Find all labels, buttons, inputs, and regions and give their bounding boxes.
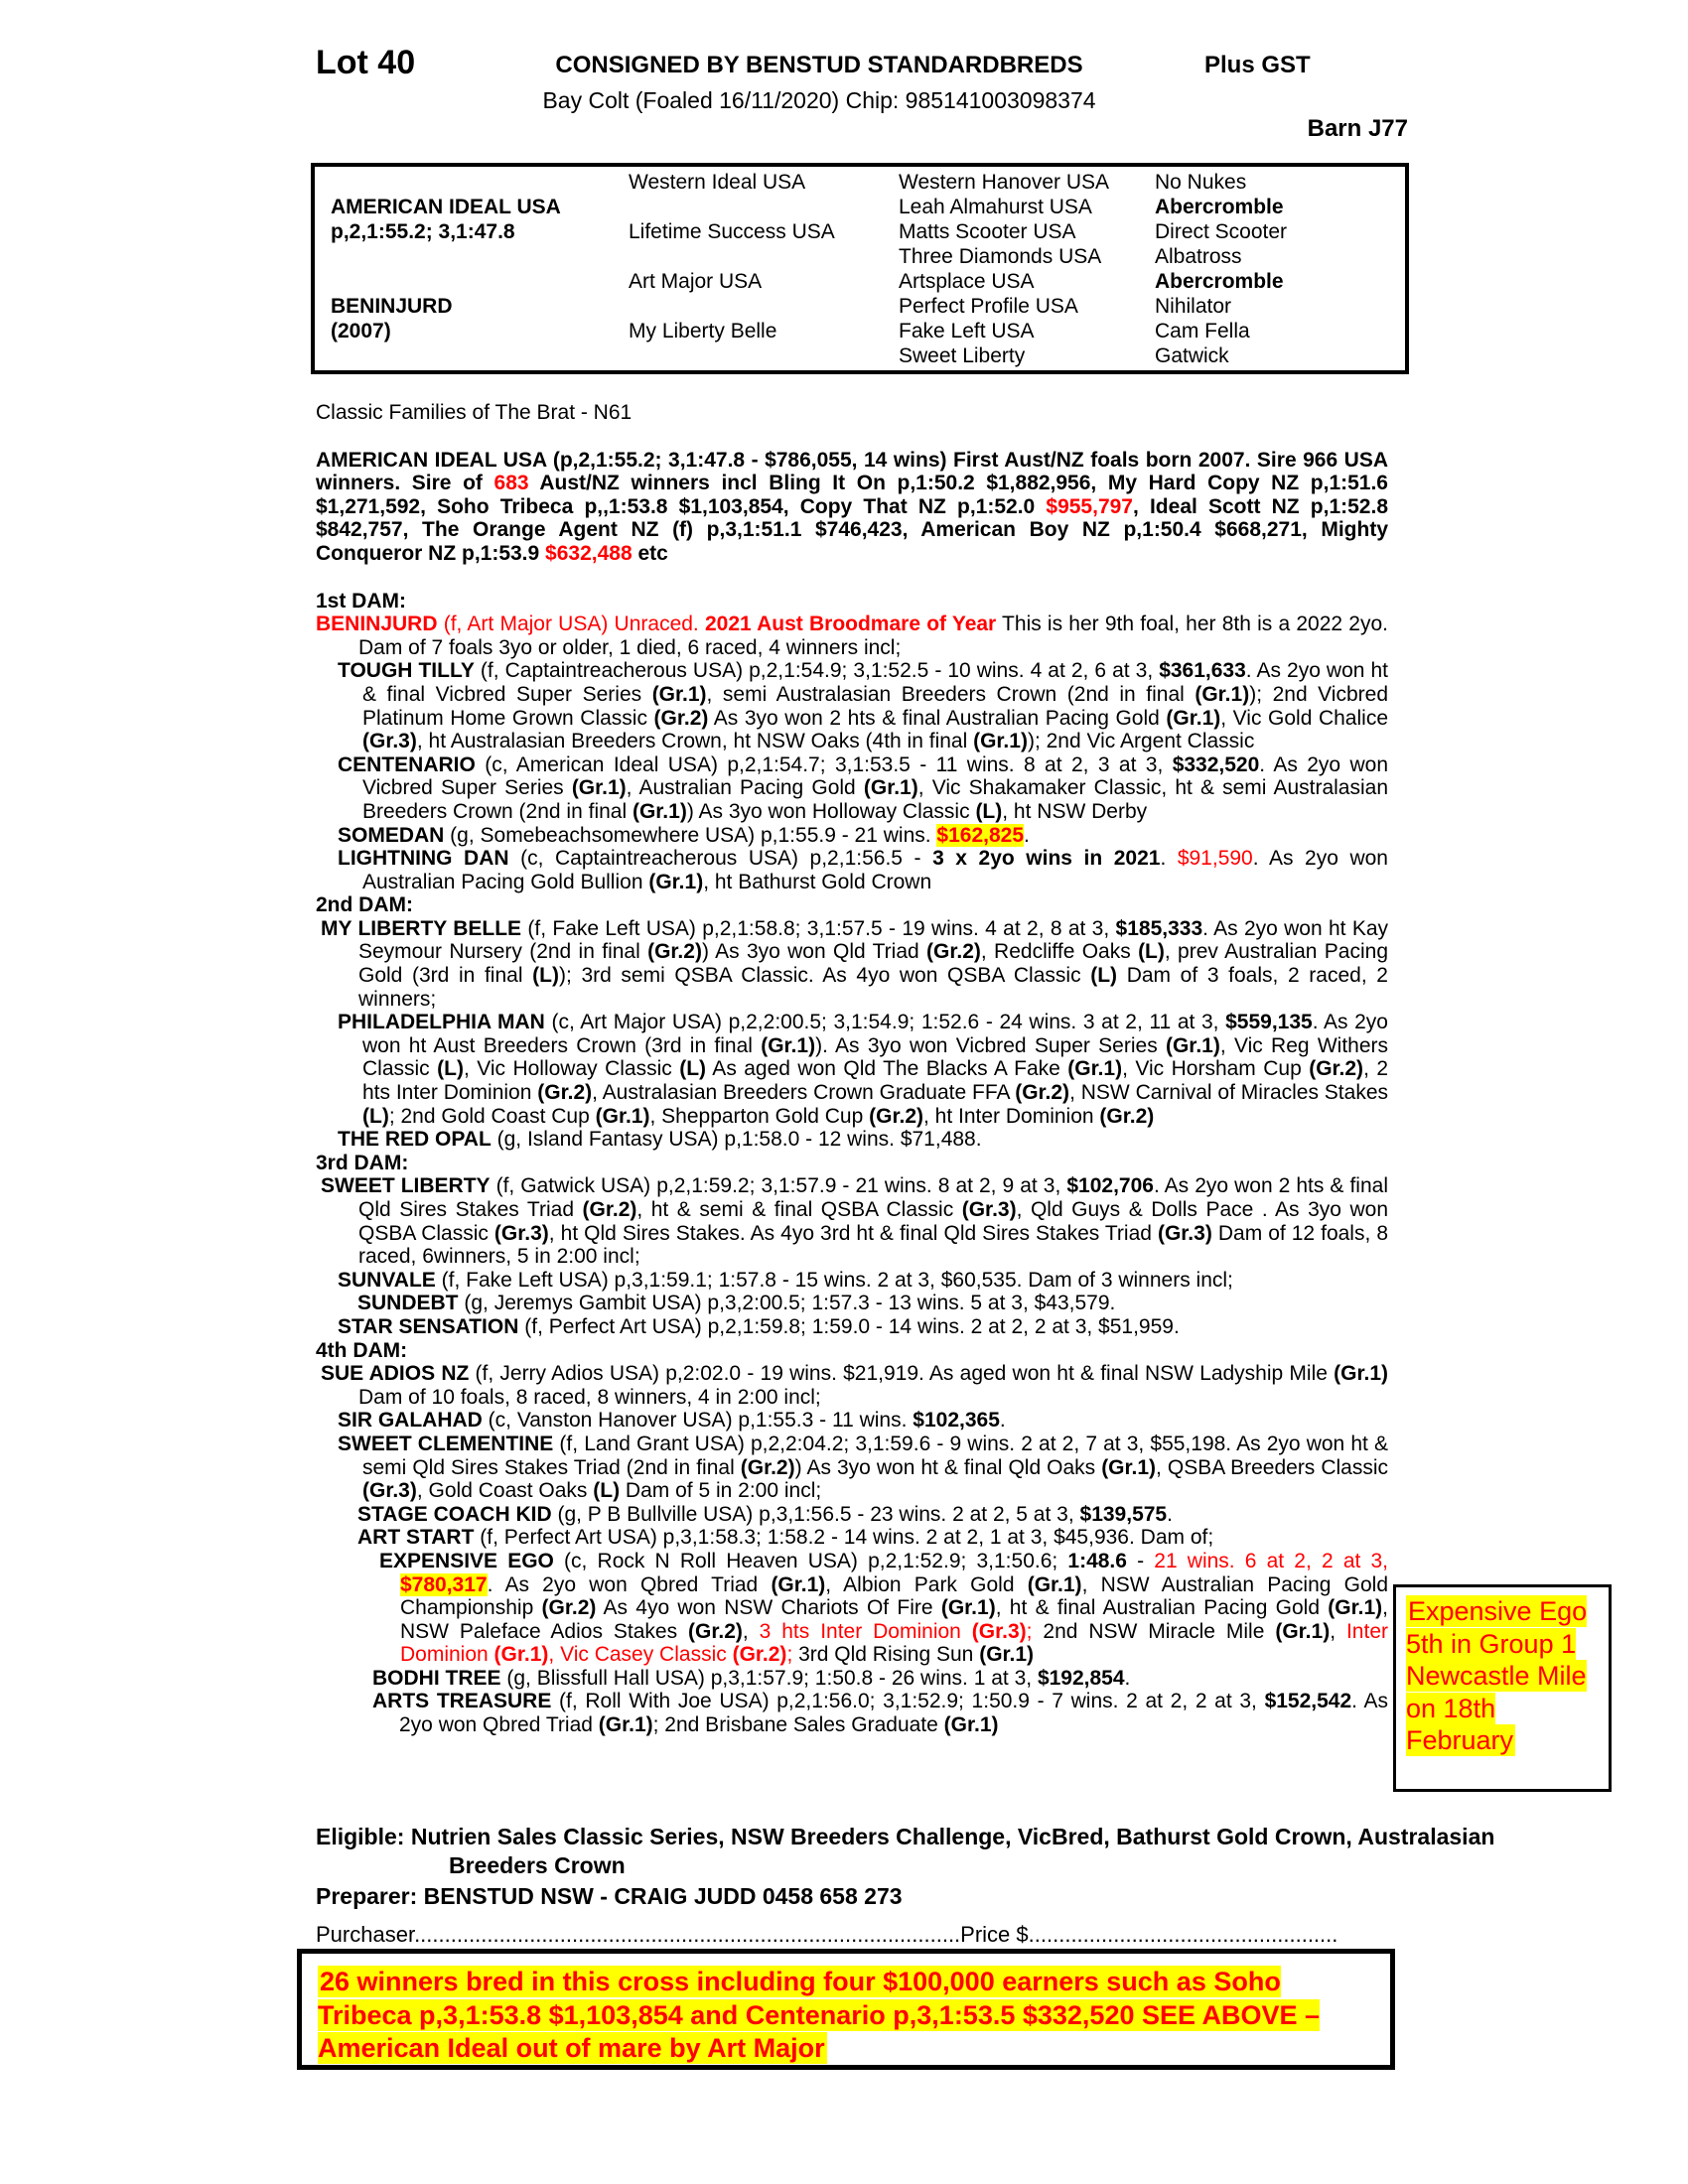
text-segment: Classic Families of The Brat - N61 [316,401,633,424]
text-segment: (Gr.1) [493,1643,549,1667]
text-segment: 3rd Qld Rising Sun [798,1643,980,1667]
pedigree-paragraph [316,1128,1388,1152]
text-segment: As 4yo won NSW Chariots Of Fire [596,1596,941,1620]
text-segment: STAGE COACH KID [357,1502,552,1526]
text-segment: (f, Fake Left USA) p,2,1:58.8; 3,1:57.5 - 19 wins. 4 at 2, 8 at 3, [521,916,1116,940]
text-segment: , Qld Guys & Dolls Pace . As 3yo won QSBA Classic [358,1198,1388,1245]
pedigree-cell: Western Ideal USA [629,170,806,194]
text-segment: CENTENARIO [338,752,476,776]
text-segment: $91,590 [1177,847,1253,871]
text-segment: . [1024,823,1030,847]
text-segment: , Vic Horsham Cup [1122,1057,1310,1081]
text-segment: (Gr.1) [595,1104,650,1128]
text-segment: , NSW Carnival of Miracles Stakes [1069,1081,1389,1105]
pedigree-cell [629,195,899,219]
text-segment: (Gr.2) [541,1596,597,1620]
text-segment: (Gr.2) [1099,1104,1155,1128]
pedigree-paragraph [316,401,1388,425]
text-segment: (Gr.2) [653,706,709,730]
pedigree-cell: Matts Scooter USA [899,219,1076,243]
text-segment: (L) [679,1057,707,1081]
text-segment: (L) [1138,940,1165,964]
pedigree-paragraph [316,1174,1388,1268]
text-segment: (L) [362,1104,389,1128]
text-segment: (Gr.1) [1067,1057,1123,1081]
text-segment: 1:48.6 [1067,1549,1127,1572]
text-segment: $192,854 [1037,1666,1125,1690]
text-segment: $102,365 [913,1409,1000,1433]
text-segment: (Gr.1) [1334,1362,1388,1386]
purchaser-line [316,1922,1393,1948]
text-segment: (g, Somebeachsomewhere USA) p,1:55.9 - 21 wins. [444,823,937,847]
text-segment: ); 2nd Vicbred Platinum Home Grown Classic [362,682,1388,730]
pedigree-paragraph [316,753,1388,824]
text-segment: 3 hts Inter Dominion [759,1619,972,1643]
text-segment: $632,488 [545,541,633,565]
pedigree-paragraph [316,449,1388,566]
text-segment: . As 2yo won 2 hts & final Qld Sires Stakes Triad [358,1174,1388,1221]
pedigree-cell: Direct Scooter [1155,219,1288,243]
text-segment: . [1124,1666,1131,1690]
pedigree-cell: Leah Almahurst USA [899,195,1092,218]
text-segment: $152,542 [1264,1690,1352,1713]
pedigree-cell [331,244,629,269]
pedigree-cell: BENINJURD [331,294,453,318]
pedigree-paragraph [316,1315,1388,1339]
text-segment: (Gr.1) [973,730,1028,753]
pedigree-paragraph [316,1503,1388,1527]
text-segment: , ht Inter Dominion [923,1104,1100,1128]
text-segment: SUNDEBT [357,1292,459,1315]
pedigree-paragraph [316,1362,1388,1409]
text-segment: ); 3rd semi QSBA Classic. As 4yo won QSBA Classic [558,964,1091,988]
text-segment: ); 2nd Vic Argent Classic [1027,730,1255,753]
text-segment: (g, Jeremys Gambit USA) p,3,2:00.5; 1:57.3 - 13 wins. 5 at 3, $43,579. [458,1292,1116,1315]
pedigree-cell [331,170,629,195]
text-segment: 3rd DAM: [316,1151,409,1174]
price-label: Price $ [960,1922,1029,1947]
text-segment: (Gr.3) [971,1619,1027,1643]
side-note-box [1393,1584,1612,1792]
text-segment: 683 [493,472,529,495]
text-segment: ARTS TREASURE [372,1690,552,1713]
preparer-line: Preparer: BENSTUD NSW - CRAIG JUDD 0458 658 273 [316,1883,903,1909]
bottom-note-box [297,1949,1395,2070]
text-segment: SUNVALE [338,1268,436,1292]
text-segment: BODHI TREE [372,1666,501,1690]
pedigree-cell: No Nukes [1155,170,1247,194]
text-segment: (c, American Ideal USA) p,2,1:54.7; 3,1:53.5 - 11 wins. 8 at 2, 3 at 3, [475,752,1173,776]
text-segment: , semi Australasian Breeders Crown (2nd in final [706,682,1196,706]
price-dotted-line: ................................................... [1028,1922,1338,1947]
pedigree-paragraph [316,590,1388,614]
text-segment: (Gr.1) [761,1033,816,1057]
text-segment: , Vic Holloway Classic [463,1057,680,1081]
text-segment: ; 2nd Gold Coast Cup [388,1104,596,1128]
text-segment: Dam of 10 foals, 8 raced, 8 winners, 4 in 2:00 incl; [358,1385,821,1409]
text-segment: (Gr.2) [732,1643,787,1667]
text-segment: Dam of 5 in 2:00 incl; [620,1479,822,1503]
text-segment: (f, Jerry Adios USA) p,2:02.0 - 19 wins. $21,919. As aged won ht & final NSW Ladyship Mile [469,1362,1335,1386]
text-segment: , Australian Pacing Gold [626,776,864,800]
pedigree-cell: Cam Fella [1155,319,1250,342]
lot-number: Lot 40 [316,44,416,81]
text-segment: (Gr.1) [1328,1596,1383,1620]
text-segment: (Gr.1) [632,799,687,823]
text-segment: , Vic Casey Classic [548,1643,733,1667]
text-segment: , prev Australian Pacing Gold (3rd in final [358,940,1388,988]
text-segment: (Gr.3) [493,1221,549,1245]
text-segment: , Albion Park Gold [825,1572,1028,1596]
text-segment: SWEET CLEMENTINE [338,1432,554,1455]
text-segment: (Gr.2) [582,1198,637,1221]
text-segment: As aged won Qld The Blacks A Fake [706,1057,1068,1081]
pedigree-cell: Lifetime Success USA [629,219,835,243]
eligible-line: Eligible: Nutrien Sales Classic Series, NSW Breeders Challenge, VicBred, Bathurst Gold Crown, Australasian Breeders Crown [316,1824,1495,1878]
pedigree-cell: Gatwick [1155,343,1229,367]
text-segment: (L) [532,964,559,988]
text-segment: $780,317 [400,1572,488,1596]
text-segment: ART START [357,1526,475,1550]
text-segment: Dam of 3 foals, 2 raced, 2 winners; [358,964,1388,1011]
text-segment: . As 2yo won Australian Pacing Gold Bullion [362,847,1388,893]
horse-description: Bay Colt (Foaled 16/11/2020) Chip: 985141003098374 [542,87,1096,113]
text-segment: (c, Vanston Hanover USA) p,1:55.3 - 11 wins. [482,1409,914,1433]
text-segment: ) As 3yo won ht & final Qld Oaks [794,1455,1102,1479]
text-segment: (f, Fake Left USA) p,3,1:59.1; 1:57.8 - 15 wins. 2 at 3, $60,535. Dam of 3 winners incl; [435,1268,1233,1292]
pedigree-cell: Nihilator [1155,294,1232,318]
consignor-title: CONSIGNED BY BENSTUD STANDARDBREDS [555,52,1083,78]
text-segment: (g, Island Fantasy USA) p,1:58.0 - 12 wins. $71,488. [491,1128,982,1152]
pedigree-cell: Abercromble [1155,269,1284,293]
text-segment: SWEET LIBERTY [321,1174,491,1198]
pedigree-paragraph [316,659,1388,752]
text-segment: $139,575 [1079,1502,1168,1526]
text-segment: etc [632,541,668,565]
text-segment: (Gr.2) [688,1619,743,1643]
text-segment: (Gr.1) [1166,706,1221,730]
text-segment: ; 2nd Brisbane Sales Graduate [652,1713,944,1737]
text-segment: 21 wins. 6 at 2, 2 at 3, [1154,1549,1389,1572]
pedigree-paragraph [316,1152,1388,1175]
pedigree-paragraph [316,893,1388,917]
pedigree-cell [629,294,899,319]
text-segment: . As 2yo won ht Aust Breeders Crown (3rd in final [362,1011,1388,1057]
text-segment: ) As 3yo won Holloway Classic [686,799,976,823]
text-segment: 2021 Aust Broodmare of Year [704,613,997,636]
text-segment: , Vic Gold Chalice [1220,706,1388,730]
text-segment: STAR SENSATION [338,1314,519,1338]
pedigree-paragraph [316,1550,1388,1667]
text-segment: (Gr.1) [1165,1033,1220,1057]
text-segment: BENINJURD [316,613,438,636]
pedigree-paragraph [316,847,1388,893]
text-segment: . [999,1409,1006,1433]
pedigree-paragraph [316,1292,1388,1315]
text-segment: SUE ADIOS NZ [321,1362,470,1386]
bottom-note-text: 26 winners bred in this cross including four $100,000 earners such as Soho Tribeca p,3,1:53.8 $1,103,854 and Centenario p,3,1:53.5 $332,520 SEE ABOVE – American Ideal out of mare by Art Major [318,1967,1321,2063]
pedigree-cell [331,269,629,294]
text-segment: As 3yo won 2 hts & final Australian Pacing Gold [708,706,1167,730]
barn-number: Barn J77 [1307,115,1408,142]
text-segment: (Gr.2) [1309,1057,1364,1081]
pedigree-cell: Perfect Profile USA [899,294,1078,318]
text-segment: Aust/NZ winners incl Bling It On p,1:50.2 $1,882,956, My Hard Copy NZ p,1:51.6 $1,271,592, Soho Tribeca p,,1:53.8 $1,103,854, Copy That NZ p,1:52.0 [316,472,1388,518]
pedigree-cell: (2007) [331,319,391,342]
text-segment: (Gr.1) [943,1713,999,1737]
text-segment: LIGHTNING DAN [338,847,509,871]
text-segment: (f, Perfect Art USA) p,2,1:59.8; 1:59.0 - 14 wins. 2 at 2, 2 at 3, $51,959. [518,1314,1180,1338]
text-segment: $102,706 [1066,1174,1154,1198]
text-segment: $332,520 [1172,752,1260,776]
text-segment: , ht Qld Sires Stakes. As 4yo 3rd ht & final Qld Sires Stakes Triad [548,1221,1158,1245]
text-segment: (Gr.1) [598,1713,653,1737]
text-segment: (Gr.1) [651,682,707,706]
text-segment: , Ideal Scott NZ p,1:52.8 $842,757, The Orange Agent NZ (f) p,3,1:51.1 $746,423, American Boy NZ p,1:50.4 $668,271, Mighty Conqueror NZ p,1:53.9 [316,494,1388,565]
text-segment: - [1126,1549,1155,1572]
text-segment: . As 2yo won ht & final Vicbred Super Series [362,659,1388,706]
text-segment: . As 2yo won ht Kay Seymour Nursery (2nd in final [358,916,1389,964]
text-segment: (f, Captaintreacherous USA) p,2,1:54.9; 3,1:52.5 - 10 wins. 4 at 2, 6 at 3, [474,659,1160,683]
text-segment: THE RED OPAL [338,1128,492,1152]
text-segment: , Redcliffe Oaks [980,940,1139,964]
pedigree-paragraph [316,1339,1388,1363]
text-segment: (f, Art Major USA) Unraced. [437,613,705,636]
text-segment: , ht Australasian Breeders Crown, ht NSW Oaks (4th in final [416,730,974,753]
text-segment: (Gr.3) [961,1198,1017,1221]
text-segment: EXPENSIVE EGO [379,1549,554,1572]
text-segment: (Gr.2) [647,940,702,964]
text-segment: , NSW Australian Pacing Gold Championship [400,1572,1388,1620]
text-segment: (L) [437,1057,464,1081]
pedigree-cell: Fake Left USA [899,319,1035,342]
text-segment: ; [786,1643,799,1667]
text-segment: $185,333 [1115,916,1203,940]
text-segment: (f, Land Grant USA) p,2,2:04.2; 3,1:59.6 - 9 wins. 2 at 2, 7 at 3, $55,198. As 2yo won ht & semi Qld Sires Stakes Triad (2nd in final [362,1432,1388,1479]
text-segment: , ht NSW Derby [1002,799,1148,823]
pedigree-cell [331,343,629,368]
pedigree-cell [629,244,899,269]
text-segment: , ht & semi & final QSBA Classic [636,1198,962,1221]
text-segment: (Gr.1) [571,776,627,800]
text-segment: (Gr.3) [362,730,417,753]
pedigree-cell: Albatross [1155,244,1242,268]
text-segment: , NSW Paleface Adios Stakes [400,1596,1388,1643]
pedigree-paragraph [316,613,1388,659]
text-segment: (c, Art Major USA) p,2,2:00.5; 3,1:54.9; 1:52.6 - 24 wins. 3 at 2, 11 at 3, [544,1011,1226,1034]
text-segment: MY LIBERTY BELLE [321,916,522,940]
text-segment: (c, Rock N Roll Heaven USA) p,2,1:52.9; 3,1:50.6; [553,1549,1068,1572]
text-segment: SOMEDAN [338,823,445,847]
text-segment: (Gr.3) [1157,1221,1212,1245]
pedigree-cell [629,343,899,368]
pedigree-text [316,401,1388,1737]
text-segment: $955,797 [1046,494,1133,518]
text-segment: ). As 3yo won Vicbred Super Series [815,1033,1166,1057]
text-segment: (Gr.2) [869,1104,923,1128]
text-segment: , Vic Shakamaker Classic, ht & semi Australasian Breeders Crown (2nd in final [362,776,1389,823]
text-segment: $162,825 [936,823,1025,847]
text-segment: , Shepparton Gold Cup [649,1104,870,1128]
text-segment: (L) [975,799,1003,823]
pedigree-cell: Western Hanover USA [899,170,1110,194]
text-segment: (Gr.2) [740,1455,795,1479]
text-segment: 2nd NSW Miracle Mile [1043,1619,1276,1643]
pedigree-cell: Abercromble [1155,195,1284,218]
text-segment: (Gr.1) [1027,1572,1082,1596]
text-segment: , [1330,1619,1346,1643]
pedigree-paragraph [316,1269,1388,1293]
text-segment: , ht Bathurst Gold Crown [703,870,932,893]
pedigree-cell: Art Major USA [629,269,763,293]
text-segment: (Gr.1) [1275,1619,1331,1643]
text-segment: (Gr.2) [926,940,981,964]
text-segment: (Gr.1) [648,870,704,893]
text-segment: (c, Captaintreacherous USA) p,2,1:56.5 - [508,847,933,871]
pedigree-table [311,163,1409,374]
text-segment: ) As 3yo won Qld Triad [701,940,927,964]
pedigree-cell: My Liberty Belle [629,319,777,342]
text-segment: $559,135 [1225,1011,1313,1034]
text-segment: , [742,1619,760,1643]
text-segment: , QSBA Breeders Classic [1156,1455,1388,1479]
text-segment: TOUGH TILLY [338,659,475,683]
pedigree-cell: p,2,1:55.2; 3,1:47.8 [331,219,515,243]
text-segment: (Gr.1) [1195,682,1250,706]
text-segment: (Gr.2) [537,1081,593,1105]
text-segment: . [1167,1502,1173,1526]
text-segment: (g, P B Bullville USA) p,3,1:56.5 - 23 wins. 2 at 2, 5 at 3, [551,1502,1080,1526]
text-segment: (L) [1090,964,1118,988]
text-segment: . As 2yo won Qbred Triad [399,1690,1389,1737]
text-segment: (Gr.1) [1101,1455,1157,1479]
text-segment: (Gr.1) [771,1572,826,1596]
plus-gst-label: Plus GST [1204,52,1311,78]
text-segment: , Gold Coast Oaks [416,1479,594,1503]
pedigree-paragraph [316,1690,1388,1736]
text-segment: 2nd DAM: [316,893,413,917]
text-segment: Dam of 12 foals, 8 raced, 6winners, 5 in 2:00 incl; [358,1221,1388,1269]
text-segment: (Gr.1) [940,1596,996,1620]
text-segment: . As 2yo won Vicbred Super Series [362,752,1389,800]
text-segment: (g, Blissfull Hall USA) p,3,1:57.9; 1:50.8 - 26 wins. 1 at 3, [500,1666,1038,1690]
text-segment: . As 2yo won Qbred Triad [487,1572,772,1596]
text-segment: ; [1026,1619,1044,1643]
text-segment: (L) [593,1479,621,1503]
pedigree-paragraph [316,1667,1388,1691]
text-segment: (f, Perfect Art USA) p,3,1:58.3; 1:58.2 - 14 wins. 2 at 2, 1 at 3, $45,936. Dam of; [474,1526,1214,1550]
pedigree-paragraph [316,1011,1388,1128]
text-segment: This is her 9th foal, her 8th is a 2022 2yo. Dam of 7 foals 3yo or older, 1 died, 6 raced, 4 winners incl; [358,613,1388,659]
text-segment: 4th DAM: [316,1338,408,1362]
text-segment: 1st DAM: [316,589,407,613]
text-segment: PHILADELPHIA MAN [338,1011,545,1034]
pedigree-cell: Artsplace USA [899,269,1035,293]
pedigree-cell: AMERICAN IDEAL USA [331,195,561,218]
text-segment: (f, Roll With Joe USA) p,2,1:56.0; 3,1:52.9; 1:50.9 - 7 wins. 2 at 2, 2 at 3, [551,1690,1265,1713]
text-segment: , 2 hts Inter Dominion [362,1057,1389,1105]
pedigree-cell: Three Diamonds USA [899,244,1102,268]
pedigree-paragraph [316,917,1388,1011]
text-segment: (Gr.3) [362,1479,417,1503]
pedigree-cell: Sweet Liberty [899,343,1026,367]
text-segment: (Gr.1) [979,1643,1035,1667]
text-segment: Inter Dominion [400,1619,1388,1667]
text-segment: $361,633 [1159,659,1246,683]
text-segment: . [1160,847,1178,871]
text-segment: (Gr.2) [1015,1081,1070,1105]
purchaser-dotted-line: .......................................................................................... [414,1922,961,1947]
text-segment: (Gr.1) [863,776,918,800]
text-segment: (f, Gatwick USA) p,2,1:59.2; 3,1:57.9 - 21 wins. 8 at 2, 9 at 3, [490,1174,1067,1198]
pedigree-paragraph [316,1526,1388,1550]
pedigree-paragraph [316,1433,1388,1503]
text-segment: , ht & final Australian Pacing Gold [995,1596,1329,1620]
pedigree-paragraph [316,824,1388,848]
pedigree-paragraph [316,1409,1388,1433]
side-note-text: Expensive Ego 5th in Group 1 Newcastle Mile on 18th February [1406,1596,1588,1755]
purchaser-label: Purchaser [316,1922,415,1947]
text-segment: , Vic Reg Withers Classic [362,1033,1388,1081]
text-segment: 3 x 2yo wins in 2021 [932,847,1161,871]
text-segment: , Australasian Breeders Crown Graduate FFA [592,1081,1016,1105]
text-segment: AMERICAN IDEAL USA (p,2,1:55.2; 3,1:47.8 - $786,055, 14 wins) First Aust/NZ foals born 2007. Sire 966 USA winners. Sire of [316,448,1388,495]
text-segment: SIR GALAHAD [338,1409,483,1433]
